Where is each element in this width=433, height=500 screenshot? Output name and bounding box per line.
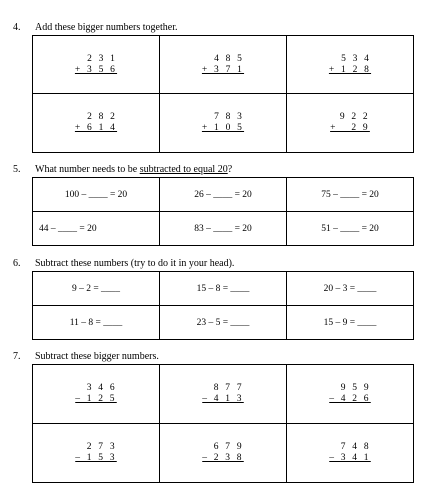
question-text-underlined: subtracted to equal 20 xyxy=(139,164,228,175)
equation-cell xyxy=(33,212,160,246)
equation-cell xyxy=(287,272,414,306)
equation-cell xyxy=(33,306,160,340)
equation: 15 – 8 = ____ xyxy=(196,283,250,294)
question-5-title xyxy=(13,164,232,176)
top-number: 4 8 5 xyxy=(214,53,245,64)
top-number: 8 7 7 xyxy=(213,383,244,393)
equation-cell xyxy=(160,306,287,340)
addition-problems-table xyxy=(32,35,414,153)
bottom-number: – 1 2 5 xyxy=(75,394,117,404)
equation: 83 – ____ = 20 xyxy=(194,223,252,234)
top-number: 3 4 6 xyxy=(86,383,117,393)
bottom-number: + 6 1 4 xyxy=(74,123,118,133)
equation: 23 – 5 = ____ xyxy=(196,317,250,328)
bottom-number: – 4 1 3 xyxy=(202,394,244,404)
bottom-number: + 3 7 1 xyxy=(201,64,245,75)
question-4-title xyxy=(13,22,177,34)
question-number: 7. xyxy=(13,351,21,362)
bottom-number: – 1 5 3 xyxy=(75,453,117,463)
equation-cell xyxy=(160,272,287,306)
question-number: 5. xyxy=(13,164,21,175)
top-number: 7 8 3 xyxy=(214,112,245,122)
question-text-end: ? xyxy=(227,164,233,175)
top-number: 9 2 2 xyxy=(339,112,370,122)
question-text: Subtract these bigger numbers. xyxy=(35,351,159,362)
question-text: Add these bigger numbers together. xyxy=(35,22,178,33)
equation-cell xyxy=(33,272,160,306)
problem-cell xyxy=(287,424,414,483)
equation: 75 – ____ = 20 xyxy=(321,189,379,200)
equation: 15 – 9 = ____ xyxy=(323,317,377,328)
top-number: 2 3 1 xyxy=(87,53,118,64)
top-number: 2 8 2 xyxy=(87,112,118,122)
question-text: What number needs to be xyxy=(35,164,140,175)
question-number: 6. xyxy=(13,258,21,269)
bottom-number: + 3 5 6 xyxy=(74,64,118,75)
top-number: 2 7 3 xyxy=(86,442,117,452)
subtract-to-twenty-table xyxy=(32,177,414,246)
bottom-number: – 2 3 8 xyxy=(202,453,244,463)
problem-cell xyxy=(33,94,160,153)
bottom-number: – 3 4 1 xyxy=(329,453,371,463)
problem-cell xyxy=(33,36,160,94)
top-number: 5 3 4 xyxy=(341,53,372,64)
equation: 26 – ____ = 20 xyxy=(194,189,252,200)
equation: 9 – 2 = ____ xyxy=(71,283,121,294)
equation-cell xyxy=(287,178,414,212)
question-6-title xyxy=(13,258,234,270)
equation-cell xyxy=(33,178,160,212)
question-7-title xyxy=(13,351,159,363)
question-number: 4. xyxy=(13,22,21,33)
problem-cell xyxy=(287,36,414,94)
problem-cell xyxy=(33,365,160,424)
equation: 44 – ____ = 20 xyxy=(39,223,97,234)
top-number: 9 5 9 xyxy=(340,383,371,393)
equation-cell xyxy=(287,212,414,246)
problem-cell xyxy=(160,365,287,424)
problem-cell xyxy=(160,36,287,94)
problem-cell xyxy=(160,424,287,483)
bottom-number: + 1 0 5 xyxy=(201,123,245,133)
problem-cell xyxy=(160,94,287,153)
problem-cell xyxy=(287,94,414,153)
top-number: 7 4 8 xyxy=(340,442,371,452)
problem-cell xyxy=(287,365,414,424)
equation: 20 – 3 = ____ xyxy=(323,283,377,294)
bottom-number: + 1 2 8 xyxy=(328,64,372,75)
subtraction-problems-table xyxy=(32,364,414,483)
bottom-number: – 4 2 6 xyxy=(329,394,371,404)
equation: 11 – 8 = ____ xyxy=(69,317,123,328)
equation-cell xyxy=(160,178,287,212)
mental-subtraction-table xyxy=(32,271,414,340)
equation: 51 – ____ = 20 xyxy=(321,223,379,234)
equation: 100 – ____ = 20 xyxy=(64,189,128,200)
problem-cell xyxy=(33,424,160,483)
equation-cell xyxy=(160,212,287,246)
bottom-number: + 2 9 xyxy=(330,123,370,133)
top-number: 6 7 9 xyxy=(213,442,244,452)
equation-cell xyxy=(287,306,414,340)
question-text: Subtract these numbers (try to do it in your head). xyxy=(35,258,235,269)
